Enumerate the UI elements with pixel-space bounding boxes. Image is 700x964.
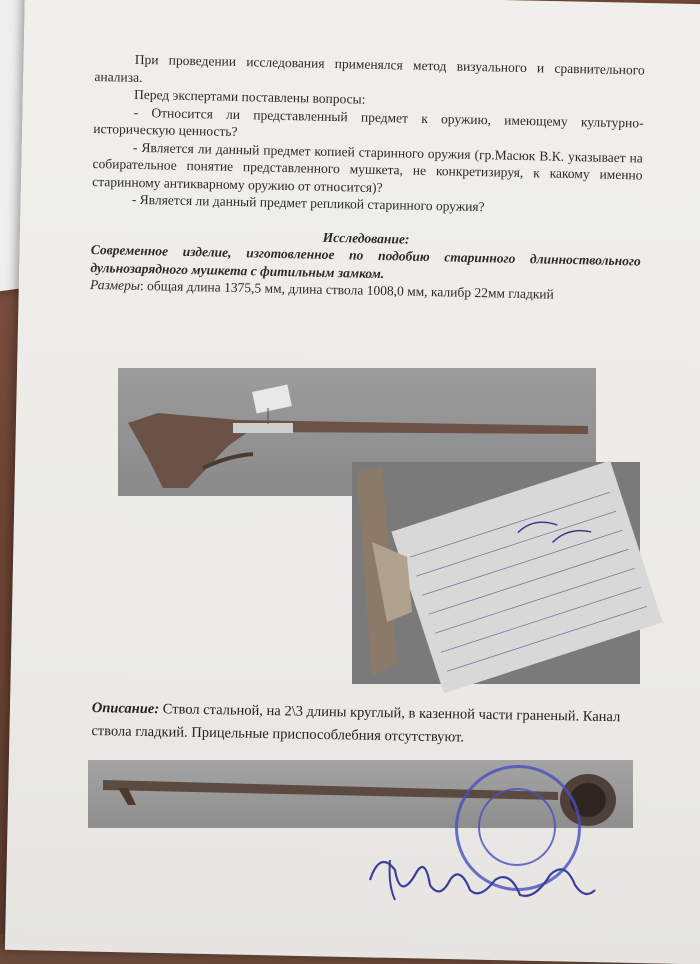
question-3: - Является ли данный предмет репликой старинного оружия? bbox=[131, 191, 485, 215]
handwritten-signature bbox=[360, 840, 600, 920]
question-2: - Является ли данный предмет копией старинного оружия (гр.Масюк В.К. указывает на собирательное понятие представленного мушкета, не конкретизируя, к какому именно старинному антикварному оружию от относится)? bbox=[92, 139, 644, 195]
sizes-label: Размеры bbox=[89, 276, 141, 293]
research-heading: Исследование: bbox=[322, 229, 410, 247]
musket-detail-photo bbox=[352, 462, 640, 684]
description-label: Описание: bbox=[91, 699, 160, 718]
document-text bbox=[90, 50, 645, 305]
description-text: Ствол стальной, на 2\3 длины круглый, в казенной части граненый. Канал ствола гладкий. Прицельные приспособлебния отсутствуют. bbox=[91, 701, 621, 746]
lock-mechanism bbox=[352, 462, 640, 684]
questions-intro: Перед экспертами поставлены вопросы: bbox=[133, 86, 366, 107]
description-paragraph bbox=[91, 697, 632, 752]
sizes-text: : общая длина 1375,5 мм, длина ствола 1008,0 мм, калибр 22мм гладкий bbox=[139, 277, 554, 302]
question-1: - Относится ли представленный предмет к оружию, имеющему культурно-историческую ценность? bbox=[93, 104, 644, 140]
intro-paragraph: При проведении исследования применялся метод визуального и сравнительного анализа. bbox=[94, 51, 645, 85]
item-description: Современное изделие, изготовленное по подобию старинного длинноствольного дульнозарядного мушкета с фитильным замком. bbox=[90, 241, 641, 281]
